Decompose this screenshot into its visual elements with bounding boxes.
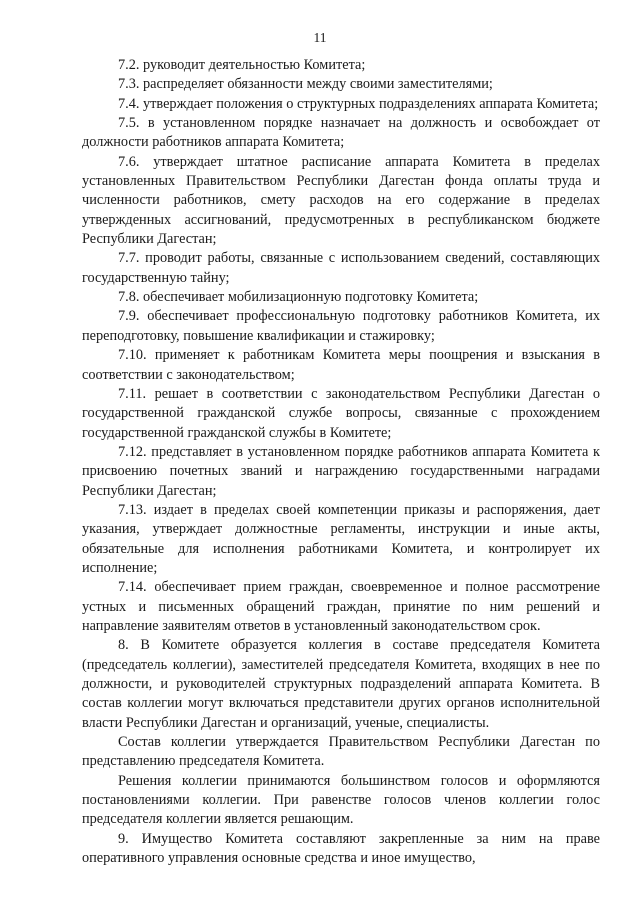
paragraph-8: 8. В Комитете образуется коллегия в составе председателя Комитета (председатель коллегии), заместителей председателя Комитета, входящих в нее по должности, и руководителей структурных подразделений аппарата Комитета. В состав коллегии могут включаться представители других органов исполнительной власти Республики Дагестан и организаций, ученые, специалисты. (82, 637, 600, 731)
paragraph-7-6: 7.6. утверждает штатное расписание аппарата Комитета в пределах установленных Правительством Республики Дагестан фонда оплаты труда и численности работников, смету расходов на его содержание в пределах утвержденных ассигнований, предусмотренных в республиканском бюджете Республики Дагестан; (82, 153, 600, 248)
paragraph-7-3: 7.3. распределяет обязанности между своими заместителями; (118, 76, 493, 93)
paragraph-7-12: 7.12. представляет в установленном порядке работников аппарата Комитета к присвоению почетных званий и награждению государственными наградами Республики Дагестан; (82, 443, 600, 499)
paragraph-7-8: 7.8. обеспечивает мобилизационную подготовку Комитета; (118, 289, 479, 306)
paragraph-7-2: 7.2. руководит деятельностью Комитета; (118, 57, 366, 73)
paragraph-collegium-composition: Состав коллегии утверждается Правительством Республики Дагестан по представлению председателя Комитета. (82, 734, 600, 770)
paragraph-collegium-decisions: Решения коллегии принимаются большинством голосов и оформляются постановлениями коллегии. При равенстве голосов членов коллегии голос председателя коллегии является решающим. (82, 772, 600, 828)
paragraph-7-13: 7.13. издает в пределах своей компетенции приказы и распоряжения, дает указания, утверждает должностные регламенты, инструкции и иные акты, обязательные для исполнения работниками Комитета, и контролирует их исполнение; (82, 501, 600, 576)
paragraph-9: 9. Имущество Комитета составляют закрепленные за ним на праве оперативного управления основные средства и иное имущество, (82, 830, 600, 867)
paragraph-7-4: 7.4. утверждает положения о структурных подразделениях аппарата Комитета; (118, 95, 599, 112)
page-number: 11 (313, 30, 327, 45)
paragraph-7-9: 7.9. обеспечивает профессиональную подготовку работников Комитета, их переподготовку, повышение квалификации и стажировку; (82, 308, 600, 344)
paragraph-7-11: 7.11. решает в соответствии с законодательством Республики Дагестан о государственной гражданской службе вопросы, связанные с прохождением государственной гражданской службы в Комитете; (82, 385, 600, 441)
paragraph-7-5: 7.5. в установленном порядке назначает на должность и освобождает от должности работников аппарата Комитета; (82, 115, 600, 151)
paragraph-7-7: 7.7. проводит работы, связанные с использованием сведений, составляющих государственную тайну; (82, 250, 600, 286)
document-body (82, 56, 600, 868)
paragraph-7-10: 7.10. применяет к работникам Комитета меры поощрения и взыскания в соответствии с законодательством; (82, 347, 600, 383)
paragraph-7-14: 7.14. обеспечивает прием граждан, своевременное и полное рассмотрение устных и письменных обращений граждан, принятие по ним решений и направление заявителям ответов в установленный законодательством срок. (82, 579, 600, 634)
